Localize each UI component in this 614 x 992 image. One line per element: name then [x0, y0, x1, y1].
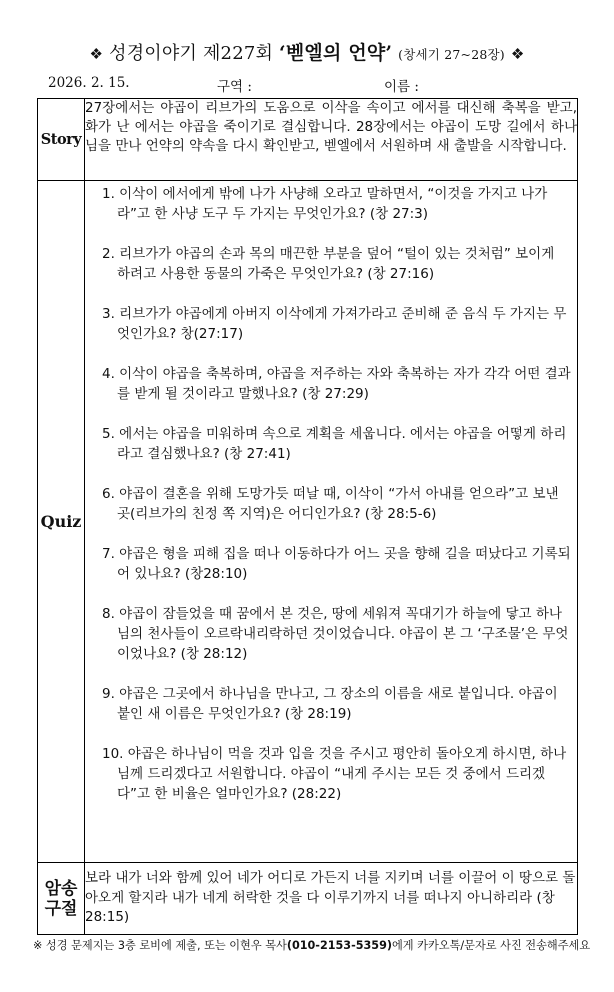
question-item: 4. 이삭이 야곱을 축복하며, 야곱을 저주하는 자와 축복하는 자가 각각 어떤 결과를 받게 될 것이라고 말했나요? (창 27:29) — [102, 366, 571, 402]
footnote-text: ※ 성경 문제지는 3층 로비에 제출, 또는 이현우 목사 — [33, 939, 287, 952]
name-field: 이름 : — [384, 79, 419, 95]
question-item: 10. 야곱은 하나님이 먹을 것과 입을 것을 주시고 평안히 돌아오게 하시면, 하나님께 드리겠다고 서원합니다. 야곱이 “내게 주시는 모든 것 중에서 드리겠다”고 한 비율은 얼마인가요? (28:22) — [102, 746, 567, 802]
question-item: 3. 리브가가 야곱에게 아버지 이삭에게 가져가라고 준비해 준 음식 두 가지는 무엇인가요? 창(27:17) — [102, 306, 567, 342]
footnote — [33, 937, 590, 953]
question-item: 2. 리브가가 야곱의 손과 목의 매끈한 부분을 덮어 “털이 있는 것처럼” 보이게 하려고 사용한 동물의 가죽은 무엇인가요? (창 27:16) — [102, 246, 555, 282]
diamond-icon: ❖ — [510, 45, 525, 63]
footnote-text-end: 에게 카카오톡/문자로 사진 전송해주세요 — [391, 939, 591, 952]
story-row — [38, 99, 578, 181]
question-item: 6. 야곱이 결혼을 위해 도망가듯 떠날 때, 이삭이 “가서 아내를 얻으라”고 보낸 곳(리브가의 친정 쪽 지역)은 어디인가요? (창 28:5-6) — [102, 486, 559, 522]
verse-label-line1: 암송 — [44, 878, 78, 899]
story-label: Story — [38, 99, 85, 181]
title-reference: (창세기 27~28장) — [398, 47, 505, 62]
title-main: ‘벧엘의 언약’ — [279, 42, 393, 64]
info-row — [0, 75, 614, 93]
question-item: 7. 야곱은 형을 피해 집을 떠나 이동하다가 어느 곳을 향해 길을 떠났다고 기록되어 있나요? (창28:10) — [102, 546, 571, 582]
worksheet-table — [37, 98, 578, 935]
quiz-label: Quiz — [38, 181, 85, 863]
verse-label-line2: 구절 — [44, 898, 78, 919]
quiz-row — [38, 181, 578, 863]
question-item: 1. 이삭이 에서에게 밖에 나가 사냥해 오라고 말하면서, “이것을 가지고 나가라”고 한 사냥 도구 두 가지는 무엇인가요? (창 27:3) — [102, 186, 548, 222]
verse-row — [38, 863, 578, 935]
question-item: 9. 야곱은 그곳에서 하나님을 만나고, 그 장소의 이름을 새로 붙입니다. 야곱이 붙인 새 이름은 무엇인가요? (창 28:19) — [102, 686, 558, 722]
question-item: 8. 야곱이 잠들었을 때 꿈에서 본 것은, 땅에 세워져 꼭대기가 하늘에 닿고 하나님의 천사들이 오르락내리락하던 것이었습니다. 야곱이 본 그 ‘구조물’은 무엇이었나요? (창 28:12) — [102, 606, 569, 662]
title-prefix: 성경이야기 제227회 — [109, 43, 274, 64]
page-title — [0, 38, 614, 65]
memory-verse-text: 보라 내가 너와 함께 있어 네가 어디로 가든지 너를 지키며 너를 이끌어 이 땅으로 돌아오게 할지라 내가 네게 허락한 것을 다 이루기까지 너를 떠나지 아니하리라 (창 28:15) — [85, 863, 578, 935]
verse-label — [38, 863, 85, 935]
district-field: 구역 : — [217, 79, 252, 95]
quiz-cell — [85, 181, 578, 863]
question-item: 5. 에서는 야곱을 미워하며 속으로 계획을 세웁니다. 에서는 야곱을 어떻게 하리라고 결심했나요? (창 27:41) — [102, 426, 567, 462]
story-text: 27장에서는 야곱이 리브가의 도움으로 이삭을 속이고 에서를 대신해 축복을 받고, 화가 난 에서는 야곱을 죽이기로 결심합니다. 28장에서는 야곱이 도망 길에서 하나님을 만나 언약의 약속을 다시 확인받고, 벧엘에서 서원하며 새 출발을 시작합니다. — [85, 99, 578, 181]
diamond-icon: ❖ — [89, 45, 104, 63]
date-text: 2026. 2. 15. — [48, 75, 130, 91]
phone-number: (010-2153-5359) — [286, 939, 392, 952]
question-list — [85, 181, 577, 810]
